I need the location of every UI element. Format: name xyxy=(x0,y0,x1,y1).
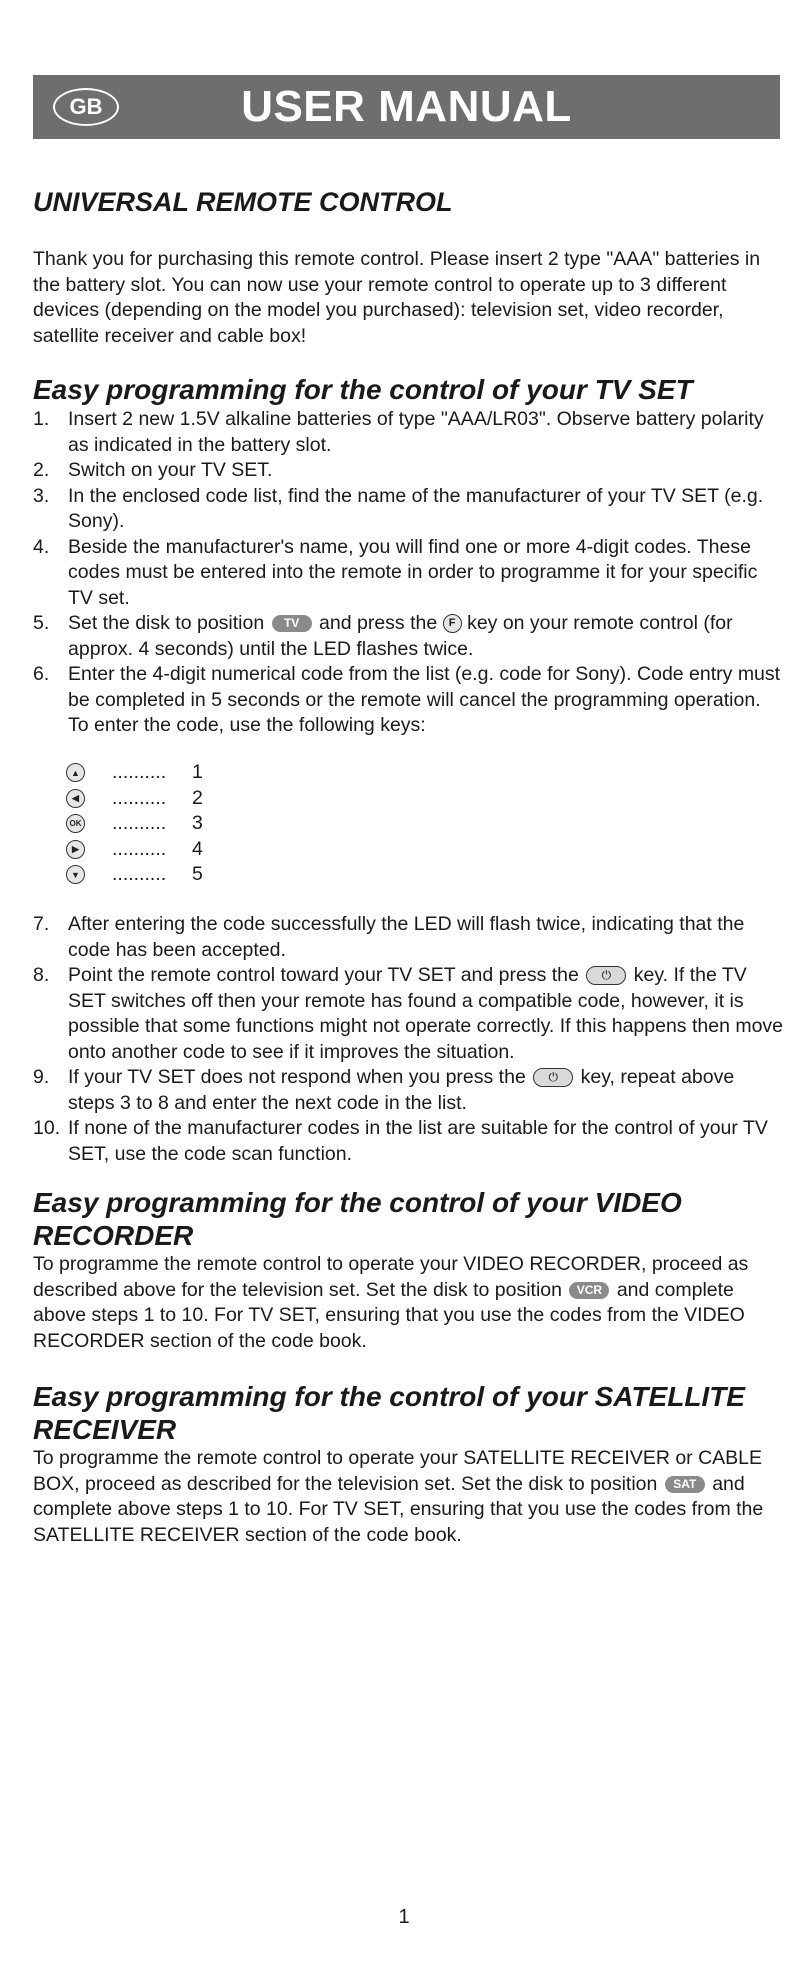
vcr-paragraph: To programme the remote control to operate your VIDEO RECORDER, proceed as described above for the television set. Set the disk to position VCR and complete above steps 1 to 10. For TV SET, ensuring that you use the codes from the VIDEO RECORDER section of the code book. xyxy=(33,1253,749,1352)
list-item: 4. Beside the manufacturer's name, you will find one or more 4-digit codes. These codes must be entered into the remote in order to programme it for your specific TV set. xyxy=(33,535,758,609)
key-row: ▶ .......... 4 xyxy=(66,837,203,863)
list-item: 2. Switch on your TV SET. xyxy=(33,459,273,481)
list-item: 6. Enter the 4-digit numerical code from the list (e.g. code for Sony). Code entry must be completed in 5 seconds or the remote will cancel the programming operation. To enter the code, use the following keys: xyxy=(33,663,781,736)
f-key-icon: F xyxy=(443,614,462,633)
key-code-table xyxy=(66,760,203,888)
ok-key-icon: OK xyxy=(66,814,85,833)
tv-steps-list-continued xyxy=(33,912,785,1167)
sat-section-heading: Easy programming for the control of your SATELLITE RECEIVER xyxy=(33,1381,745,1445)
list-item: 8. Point the remote control toward your TV SET and press the ⏻ key. If the TV SET switches off then your remote has found a compatible code, however, it is possible that some functions might not operate correctly. If this happens then move onto another code to see if it improves the situation. xyxy=(33,964,784,1063)
tv-position-icon: TV xyxy=(272,615,312,632)
left-arrow-key-icon: ◀ xyxy=(66,789,85,808)
vcr-section xyxy=(33,1186,785,1354)
list-item: 9. If your TV SET does not respond when you press the ⏻ key, repeat above steps 3 to 8 and enter the next code in the list. xyxy=(33,1066,735,1114)
right-arrow-key-icon: ▶ xyxy=(66,840,85,859)
key-row: ◀ .......... 2 xyxy=(66,786,203,812)
list-item: 10. If none of the manufacturer codes in the list are suitable for the control of your TV SET, use the code scan function. xyxy=(33,1117,768,1165)
product-title: UNIVERSAL REMOTE CONTROL xyxy=(33,187,453,217)
header-banner xyxy=(33,75,780,139)
intro-paragraph: Thank you for purchasing this remote control. Please insert 2 type "AAA" batteries in the battery slot. You can now use your remote control to operate up to 3 different devices (depending on the model you purchased): television set, video recorder, satellite receiver and cable box! xyxy=(33,248,761,347)
manual-title: USER MANUAL xyxy=(241,82,572,131)
sat-position-icon: SAT xyxy=(665,1476,705,1493)
tv-steps-list xyxy=(33,407,785,739)
list-item: 3. In the enclosed code list, find the name of the manufacturer of your TV SET (e.g. Sony). xyxy=(33,484,764,532)
vcr-section-heading: Easy programming for the control of your VIDEO RECORDER xyxy=(33,1187,682,1251)
tv-section-heading: Easy programming for the control of your TV SET xyxy=(33,374,693,405)
sat-paragraph: To programme the remote control to operate your SATELLITE RECEIVER or CABLE BOX, proceed as described for the television set. Set the disk to position SAT and complete above steps 1 to 10. For TV SET, ensuring that you use the codes from the SATELLITE RECEIVER section of the code book. xyxy=(33,1447,764,1546)
sat-section xyxy=(33,1380,785,1548)
language-badge: GB xyxy=(53,88,119,126)
key-row: ▲ .......... 1 xyxy=(66,760,203,786)
list-item: 1. Insert 2 new 1.5V alkaline batteries of type "AAA/LR03". Observe battery polarity as indicated in the battery slot. xyxy=(33,408,764,456)
up-arrow-key-icon: ▲ xyxy=(66,763,85,782)
key-row: ▼ .......... 5 xyxy=(66,862,203,888)
down-arrow-key-icon: ▼ xyxy=(66,865,85,884)
power-key-icon: ⏻ xyxy=(533,1068,573,1087)
key-row: OK .......... 3 xyxy=(66,811,203,837)
vcr-position-icon: VCR xyxy=(569,1282,609,1299)
page-number: 1 xyxy=(398,1906,410,1928)
list-item: 7. After entering the code successfully the LED will flash twice, indicating that the code has been accepted. xyxy=(33,913,745,961)
power-key-icon: ⏻ xyxy=(586,966,626,985)
list-item: 5. Set the disk to position TV and press the F key on your remote control (for approx. 4 seconds) until the LED flashes twice. xyxy=(33,612,733,660)
